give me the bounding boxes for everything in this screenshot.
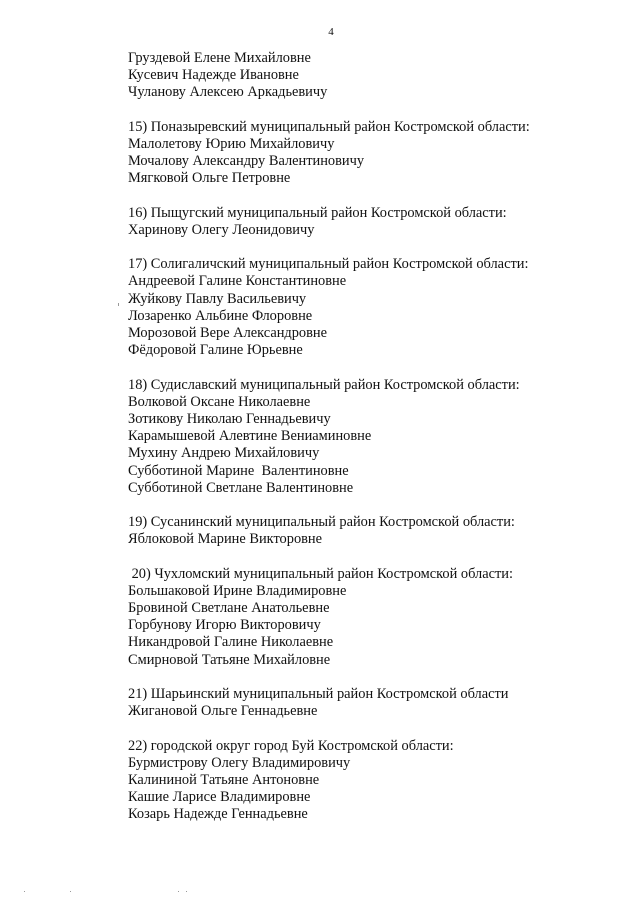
list-item: Морозовой Вере Александровне — [128, 325, 328, 341]
intro-name-list — [128, 50, 628, 102]
section-heading: 22) городской округ город Буй Костромской области: — [128, 737, 454, 754]
list-item: Козарь Надежде Геннадьевне — [128, 806, 308, 823]
list-item: Груздевой Елене Михайловне — [128, 50, 311, 66]
scan-speck — [186, 891, 187, 892]
list-item: Субботиной Светлане Валентиновне — [128, 479, 354, 496]
list-item: Никандровой Галине Николаевне — [128, 634, 334, 651]
list-item: Мочалову Александру Валентиновичу — [128, 153, 365, 170]
section-21 — [128, 686, 628, 720]
section-18 — [128, 377, 628, 497]
list-item: Субботиной Марине Валентиновне — [128, 462, 349, 479]
list-item: Смирновой Татьяне Михайловне — [128, 651, 331, 668]
list-item: Бровиной Светлане Анатольевне — [128, 600, 330, 616]
section-20 — [128, 566, 628, 669]
list-item: Калининой Татьяне Антоновне — [128, 771, 320, 788]
list-item: Яблоковой Марине Викторовне — [128, 531, 323, 548]
list-item: Кашие Ларисе Владимировне — [128, 789, 311, 806]
section-heading: 19) Сусанинский муниципальный район Костромской области: — [128, 514, 515, 531]
list-item: Волковой Оксане Николаевне — [128, 393, 311, 410]
list-item: Мухину Андрею Михайловичу — [128, 445, 320, 462]
document-body — [128, 50, 628, 823]
list-item: Лозаренко Альбине Флоровне — [128, 307, 313, 324]
scan-speck — [118, 303, 119, 306]
list-item: Горбунову Игорю Викторовичу — [128, 617, 321, 634]
scan-speck — [24, 891, 25, 892]
list-item: Мягковой Ольге Петровне — [128, 170, 291, 187]
list-item: Большаковой Ирине Владимировне — [128, 582, 347, 599]
list-item: Малолетову Юрию Михайловичу — [128, 135, 335, 152]
list-item: Кусевич Надежде Ивановне — [128, 67, 299, 84]
list-item: Карамышевой Алевтине Вениаминовне — [128, 428, 372, 445]
section-heading: 18) Судиславский муниципальный район Костромской области: — [128, 376, 520, 393]
section-heading: 17) Солигаличский муниципальный район Костромской области: — [128, 256, 529, 273]
section-17 — [128, 256, 628, 359]
section-heading: 16) Пыщугский муниципальный район Костромской области: — [128, 204, 507, 221]
list-item: Жуйкову Павлу Васильевичу — [128, 290, 307, 307]
list-item: Харинову Олегу Леонидовичу — [128, 221, 315, 238]
scan-speck — [70, 891, 71, 892]
list-item: Бурмистрову Олегу Владимировичу — [128, 754, 351, 771]
section-16 — [128, 205, 628, 239]
section-19 — [128, 514, 628, 548]
section-22 — [128, 738, 628, 824]
list-item: Чуланову Алексею Аркадьевичу — [128, 84, 328, 101]
list-item: Зотикову Николаю Геннадьевичу — [128, 410, 331, 427]
scan-speck — [178, 891, 179, 892]
page-number: 4 — [328, 26, 334, 38]
section-heading: 20) Чухломский муниципальный район Костромской области: — [128, 565, 513, 582]
list-item: Жигановой Ольге Геннадьевне — [128, 703, 318, 720]
list-item: Фёдоровой Галине Юрьевне — [128, 342, 303, 359]
section-heading: 15) Поназыревский муниципальный район Костромской области: — [128, 118, 530, 135]
list-item: Андреевой Галине Константиновне — [128, 273, 347, 290]
section-heading: 21) Шарьинский муниципальный район Костромской области — [128, 685, 509, 702]
section-15 — [128, 119, 628, 188]
